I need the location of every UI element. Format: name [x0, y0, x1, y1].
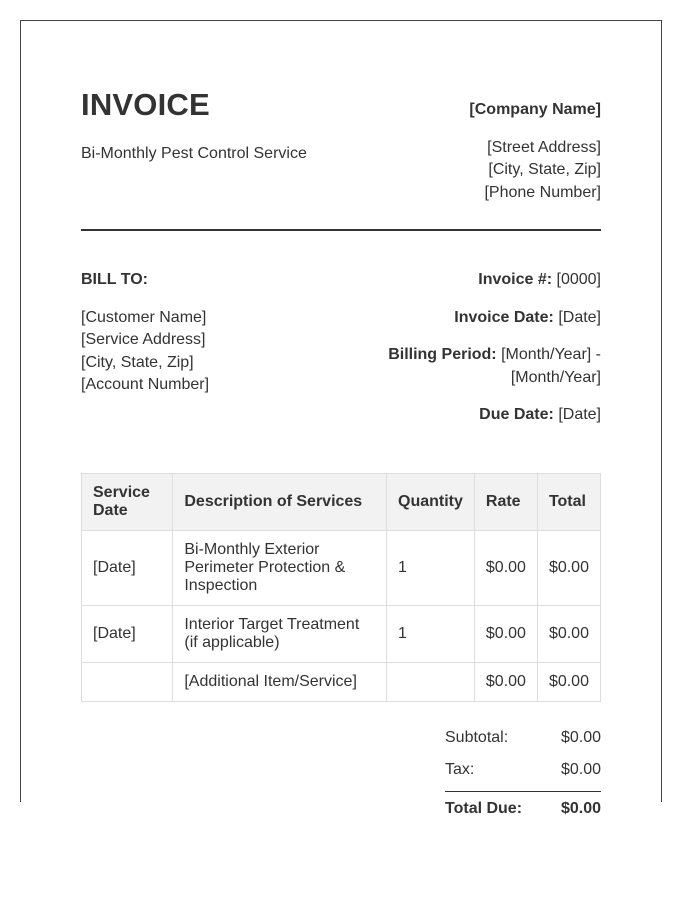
- cell-description: Bi-Monthly Exterior Perimeter Protection & Inspection: [173, 531, 387, 606]
- invoice-date-label: Invoice Date:: [454, 308, 554, 326]
- cell-rate: $0.00: [474, 606, 537, 663]
- subtotal-row: [445, 727, 601, 759]
- cell-quantity: 1: [387, 606, 475, 663]
- customer-name: [Customer Name]: [81, 308, 207, 326]
- invoice-content: [81, 21, 601, 817]
- billing-period-label: Billing Period:: [388, 346, 497, 363]
- table-header-row: [82, 474, 601, 531]
- cell-total: $0.00: [537, 531, 600, 606]
- tax-label: Tax:: [445, 761, 475, 778]
- invoice-number-label: Invoice #:: [478, 271, 553, 288]
- billing-period-start: [Month/Year] -: [501, 346, 601, 363]
- customer-city: [City, State, Zip]: [81, 353, 194, 371]
- subtotal-value: $0.00: [560, 729, 601, 746]
- cell-rate: $0.00: [474, 531, 537, 606]
- header-quantity: Quantity: [387, 474, 475, 531]
- cell-total: $0.00: [537, 606, 600, 663]
- tax-value: $0.00: [560, 761, 601, 778]
- service-address: [Service Address]: [81, 331, 206, 348]
- total-due-label: Total Due:: [445, 800, 523, 817]
- invoice-number-row: [341, 269, 601, 292]
- table-row: [82, 663, 601, 702]
- bill-to-label: BILL TO:: [81, 271, 148, 288]
- header-divider: [81, 229, 601, 231]
- subtotal-label: Subtotal:: [445, 729, 509, 746]
- header-rate: Rate: [474, 474, 537, 531]
- due-date-label: Due Date:: [479, 406, 554, 423]
- services-table: [81, 473, 601, 702]
- due-date: [Date]: [558, 406, 601, 423]
- account-number: [Account Number]: [81, 376, 210, 393]
- header-total: Total: [537, 474, 600, 531]
- invoice-title: INVOICE: [81, 87, 210, 122]
- table-row: [82, 606, 601, 663]
- cell-service-date: [Date]: [82, 606, 173, 663]
- cell-quantity: 1: [387, 531, 475, 606]
- invoice-page: [20, 20, 662, 817]
- cell-total: $0.00: [537, 663, 600, 702]
- invoice-meta: [341, 269, 601, 442]
- header-description: Description of Services: [173, 474, 387, 531]
- invoice-date: [Date]: [558, 308, 601, 326]
- totals-divider: [445, 791, 601, 792]
- bill-to-section: [81, 269, 209, 397]
- total-due-value: $0.00: [560, 800, 601, 817]
- company-phone: [Phone Number]: [484, 183, 601, 201]
- table-row: [82, 531, 601, 606]
- header-service-date: Service Date: [82, 474, 173, 531]
- cell-service-date: [Date]: [82, 531, 173, 606]
- tax-row: [445, 759, 601, 791]
- total-due-row: [445, 798, 601, 830]
- invoice-number: [0000]: [556, 271, 601, 288]
- cell-quantity: [387, 663, 475, 702]
- cell-description: [Additional Item/Service]: [173, 663, 387, 702]
- company-name: [Company Name]: [469, 101, 601, 118]
- invoice-subtitle: Bi-Monthly Pest Control Service: [81, 145, 307, 162]
- company-city: [City, State, Zip]: [488, 161, 601, 178]
- due-date-row: [341, 404, 601, 427]
- cell-service-date: [82, 663, 173, 702]
- company-info: [469, 99, 601, 204]
- company-street: [Street Address]: [487, 138, 601, 156]
- billing-period-end: [Month/Year]: [510, 368, 601, 386]
- invoice-date-row: [341, 307, 601, 330]
- totals-section: [445, 727, 601, 830]
- billing-period-row: [341, 344, 601, 389]
- cell-description: Interior Target Treatment (if applicable): [173, 606, 387, 663]
- cell-rate: $0.00: [474, 663, 537, 702]
